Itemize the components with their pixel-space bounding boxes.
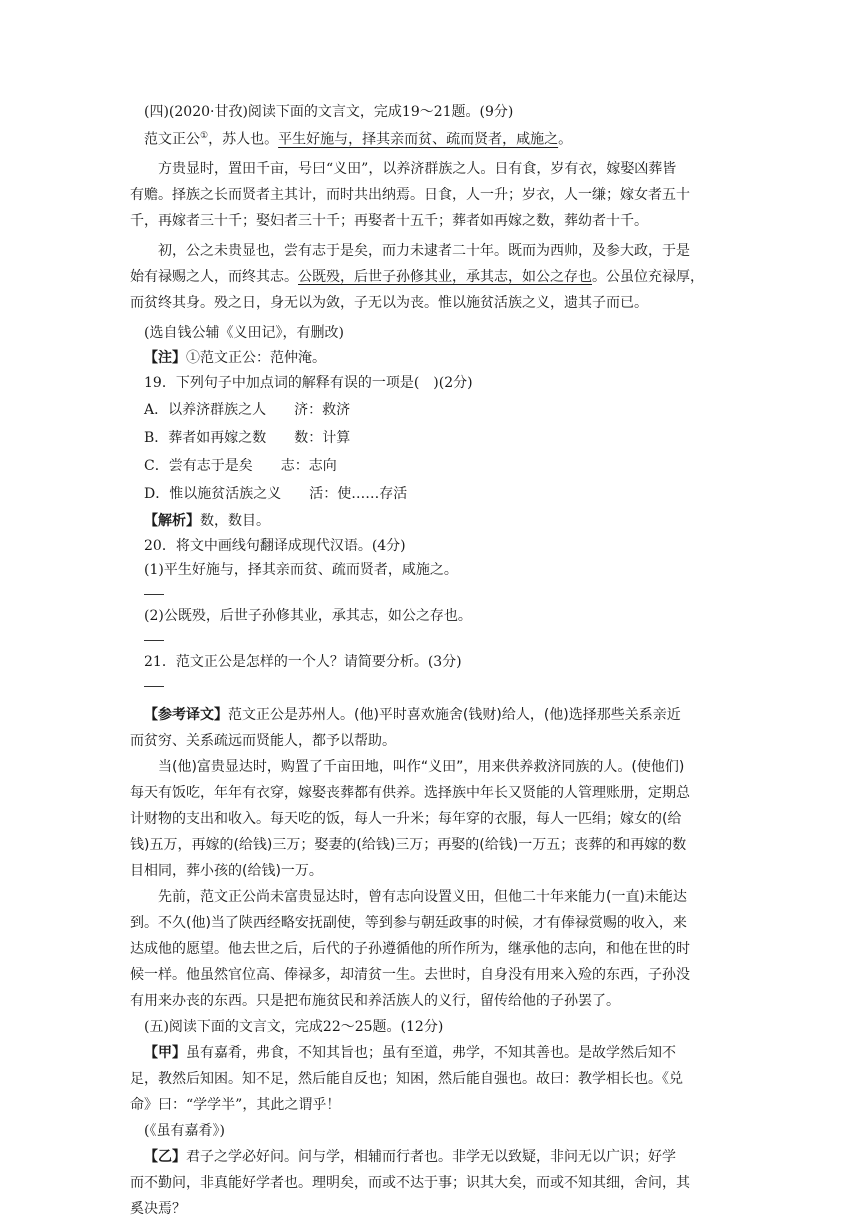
note: 【注】①范文正公：范仲淹。 <box>144 349 326 366</box>
passage-jia-line-3: 命》曰：“学学半”，其此之谓乎！ <box>130 1096 341 1113</box>
document-page <box>130 100 730 1222</box>
paragraph-2-line-3: 千，再嫁者三十千；娶妇者三十千；再娶者十五千；葬者如再嫁之数，葬幼者十千。 <box>130 212 648 229</box>
question-19: 19．下列句子中加点词的解释有误的一项是( )(2分) <box>144 374 473 391</box>
reference-translation-p3-line-1: 先前，范文正公尚未富贵显达时，曾有志向设置义田，但他二十年来能力(一直)未能达 <box>158 888 687 905</box>
reference-translation-p2-line-3: 计财物的支出和收入。每天吃的饭，每人一升米；每年穿的衣服，每人一匹绢；嫁女的(给 <box>130 810 682 827</box>
reference-translation-p2-line-2: 每天有饭吃，年年有衣穿，嫁娶丧葬都有供养。选择族中年长又贤能的人管理账册，定期总 <box>130 784 690 801</box>
paragraph-3-line-1: 初，公之未贵显也，尝有志于是矣，而力未逮者二十年。既而为西帅，及参大政，于是 <box>158 242 690 259</box>
q20-sentence-2: (2)公既殁，后世子孙修其业，承其志，如公之存也。 <box>144 607 472 624</box>
q20-sentence-1: (1)平生好施与，择其亲而贫、疏而贤者，咸施之。 <box>144 561 458 578</box>
reference-translation-p2-line-4: 钱)五万，再嫁的(给钱)三万；娶妻的(给钱)三万；再娶的(给钱)一万五；丧葬的和再嫁的数 <box>130 836 687 853</box>
passage-yi-line-3: 奚决焉？ <box>130 1200 186 1217</box>
question-20: 20．将文中画线句翻译成现代汉语。(4分) <box>144 537 406 554</box>
section-5-header: (五)阅读下面的文言文，完成22～25题。(12分) <box>144 1018 444 1035</box>
paragraph-3-line-2: 始有禄赐之人，而终其志。公既殁，后世子孙修其业，承其志，如公之存也。公虽位充禄厚， <box>130 268 704 285</box>
underlined-sentence-2: 公既殁，后世子孙修其业，承其志，如公之存也 <box>298 268 592 285</box>
paragraph-3-line-3: 而贫终其身。殁之日，身无以为敛，子无以为丧。惟以施贫活族之义，遗其子而已。 <box>130 294 648 311</box>
reference-translation-p2-line-5: 目相同，葬小孩的(给钱)一万。 <box>130 862 323 879</box>
passage-jia-source: (《虽有嘉肴》) <box>144 1122 225 1139</box>
reference-translation-p3-line-4: 候一样。他虽然官位高、俸禄多，却清贫一生。去世时，自身没有用来入殓的东西，子孙没 <box>130 966 690 983</box>
underlined-sentence-1: 平生好施与，择其亲而贫、疏而贤者，咸施之 <box>278 131 559 148</box>
passage-jia-line-1: 【甲】虽有嘉肴，弗食，不知其旨也；虽有至道，弗学，不知其善也。是故学然后知不 <box>144 1044 676 1061</box>
reference-translation-line-2: 而贫穷、关系疏远而贤能人，都予以帮助。 <box>130 732 396 749</box>
q19-option-a: A．以养济群族之人 济：救济 <box>144 401 351 418</box>
paragraph-2-line-1: 方贵显时，置田千亩，号曰“义田”，以养济群族之人。日有食，岁有衣，嫁娶凶葬皆 <box>158 160 677 177</box>
passage-jia-line-2: 足，教然后知困。知不足，然后能自反也；知困，然后能自强也。故曰：教学相长也。《兑 <box>130 1070 683 1087</box>
paragraph-2-line-2: 有赡。择族之长而贤者主其计，而时共出纳焉。日食，人一升；岁衣，人一缣；嫁女者五十 <box>130 186 690 203</box>
reference-translation-line-1: 【参考译文】范文正公是苏州人。(他)平时喜欢施舍(钱财)给人，(他)选择那些关系亲近 <box>144 706 681 723</box>
section-4-header: (四)(2020·甘孜)阅读下面的文言文，完成19～21题。(9分) <box>144 104 514 120</box>
answer-blank-3 <box>144 674 164 687</box>
answer-blank-1 <box>144 582 164 595</box>
answer-blank-2 <box>144 628 164 641</box>
q19-option-c: C．尝有志于是矣 志：志向 <box>144 457 337 474</box>
passage-yi-line-2: 而不勤问，非真能好学者也。理明矣，而或不达于事；识其大矣，而或不知其细，舍问，其 <box>130 1174 690 1191</box>
q19-option-b: B．葬者如再嫁之数 数：计算 <box>144 429 351 446</box>
source-citation: (选自钱公辅《义田记》，有删改) <box>144 324 344 341</box>
reference-translation-p2-line-1: 当(他)富贵显达时，购置了千亩田地，叫作“义田”，用来供养救济同族的人。(使他们) <box>158 758 685 775</box>
reference-translation-p3-line-3: 达成他的愿望。他去世之后，后代的子孙遵循他的所作所为，继承他的志向，和他在世的时 <box>130 940 690 957</box>
q19-analysis: 【解析】数，数目。 <box>144 512 270 529</box>
reference-translation-p3-line-2: 到。不久(他)当了陕西经略安抚副使，等到参与朝廷政事的时候，才有俸禄赏赐的收入，来 <box>130 914 687 931</box>
reference-translation-p3-line-5: 有用来办丧的东西。只是把布施贫民和养活族人的义行，留传给他的子孙罢了。 <box>130 992 620 1009</box>
question-21: 21．范文正公是怎样的一个人？请简要分析。(3分) <box>144 653 462 670</box>
footnote-marker: ① <box>200 131 209 141</box>
passage-yi-line-1: 【乙】君子之学必好问。问与学，相辅而行者也。非学无以致疑，非问无以广识；好学 <box>144 1148 676 1165</box>
q19-option-d: D．惟以施贫活族之义 活：使……存活 <box>144 485 408 502</box>
paragraph-1: 范文正公①，苏人也。平生好施与，择其亲而贫、疏而贤者，咸施之。 <box>144 131 573 148</box>
